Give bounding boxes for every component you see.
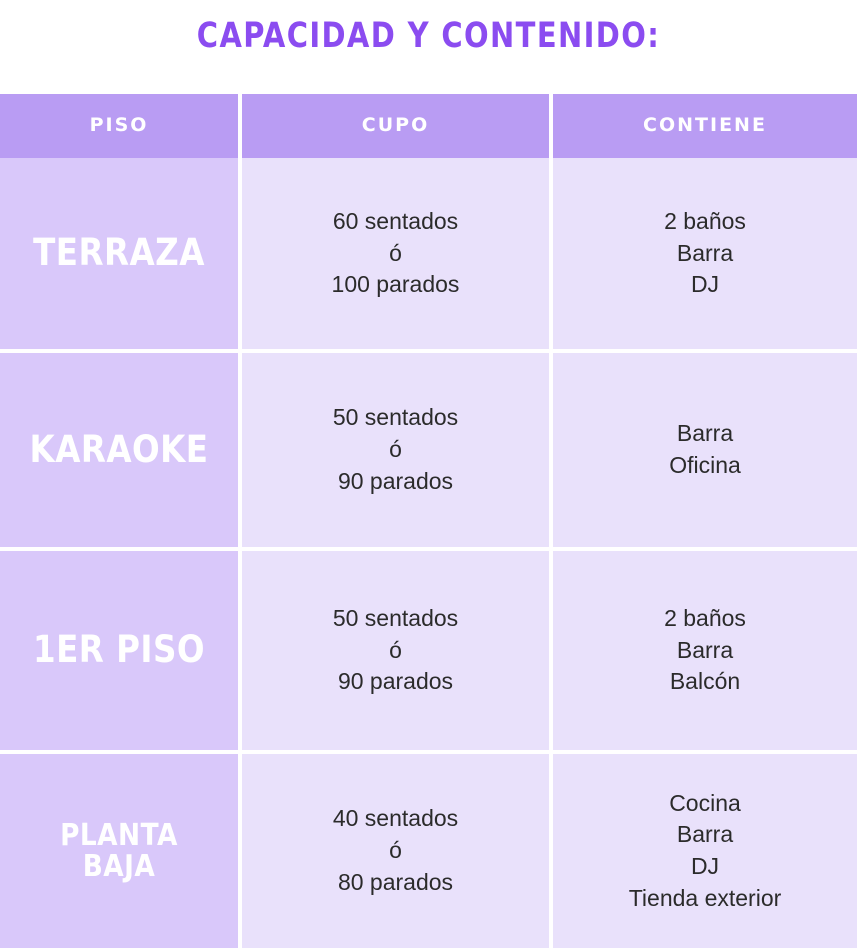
capacity-line: 50 sentados (332, 404, 459, 431)
capacity-line: 90 parados (337, 668, 454, 695)
contents-line: Cocina (669, 789, 741, 816)
floor-label: 1ER PISO (33, 628, 205, 672)
floor-label: PLANTA BAJA (60, 817, 178, 884)
capacity-line: ó (389, 636, 402, 663)
capacity-line: 100 parados (331, 271, 460, 298)
capacity-line: 40 sentados (332, 805, 459, 832)
contents-line: 2 baños (664, 207, 746, 234)
contents-line: Tienda exterior (628, 884, 782, 911)
contents-line: Barra (676, 821, 734, 848)
capacity-cell (240, 752, 551, 948)
column-header-cupo: CUPO (240, 94, 551, 158)
floor-name-cell (0, 752, 240, 948)
capacity-line: 60 sentados (332, 207, 459, 234)
capacity-cell (240, 549, 551, 752)
floor-name-cell (0, 549, 240, 752)
table-row (0, 351, 857, 549)
contents-line: Barra (676, 239, 734, 266)
contents-cell (551, 752, 857, 948)
contents-cell (551, 158, 857, 351)
contents-line: Barra (676, 420, 734, 447)
floor-label: TERRAZA (33, 231, 205, 275)
contents-line: Balcón (669, 668, 741, 695)
capacity-line: 50 sentados (332, 604, 459, 631)
capacity-line: ó (389, 436, 402, 463)
floor-name-cell (0, 158, 240, 351)
capacity-cell (240, 158, 551, 351)
floor-label: KARAOKE (29, 427, 209, 471)
contents-line: Barra (676, 636, 734, 663)
contents-cell (551, 351, 857, 549)
contents-cell (551, 549, 857, 752)
floor-name-cell (0, 351, 240, 549)
contents-line: Oficina (669, 452, 741, 478)
table-header (0, 94, 857, 158)
capacity-line: ó (389, 837, 402, 864)
table-body (0, 158, 857, 948)
contents-line: DJ (690, 853, 720, 879)
contents-line: 2 baños (664, 604, 746, 631)
column-header-piso: PISO (0, 94, 240, 158)
table-row (0, 549, 857, 752)
page-title: CAPACIDAD Y CONTENIDO: (196, 16, 661, 56)
table-header-row (0, 94, 857, 158)
table-row (0, 158, 857, 351)
capacity-table (0, 94, 857, 948)
capacity-line: 80 parados (337, 868, 454, 895)
capacity-line: ó (389, 239, 402, 266)
contents-line: DJ (690, 271, 720, 298)
column-header-contiene: CONTIENE (551, 94, 857, 158)
capacity-cell (240, 351, 551, 549)
capacity-line: 90 parados (337, 467, 454, 494)
table-row (0, 752, 857, 948)
